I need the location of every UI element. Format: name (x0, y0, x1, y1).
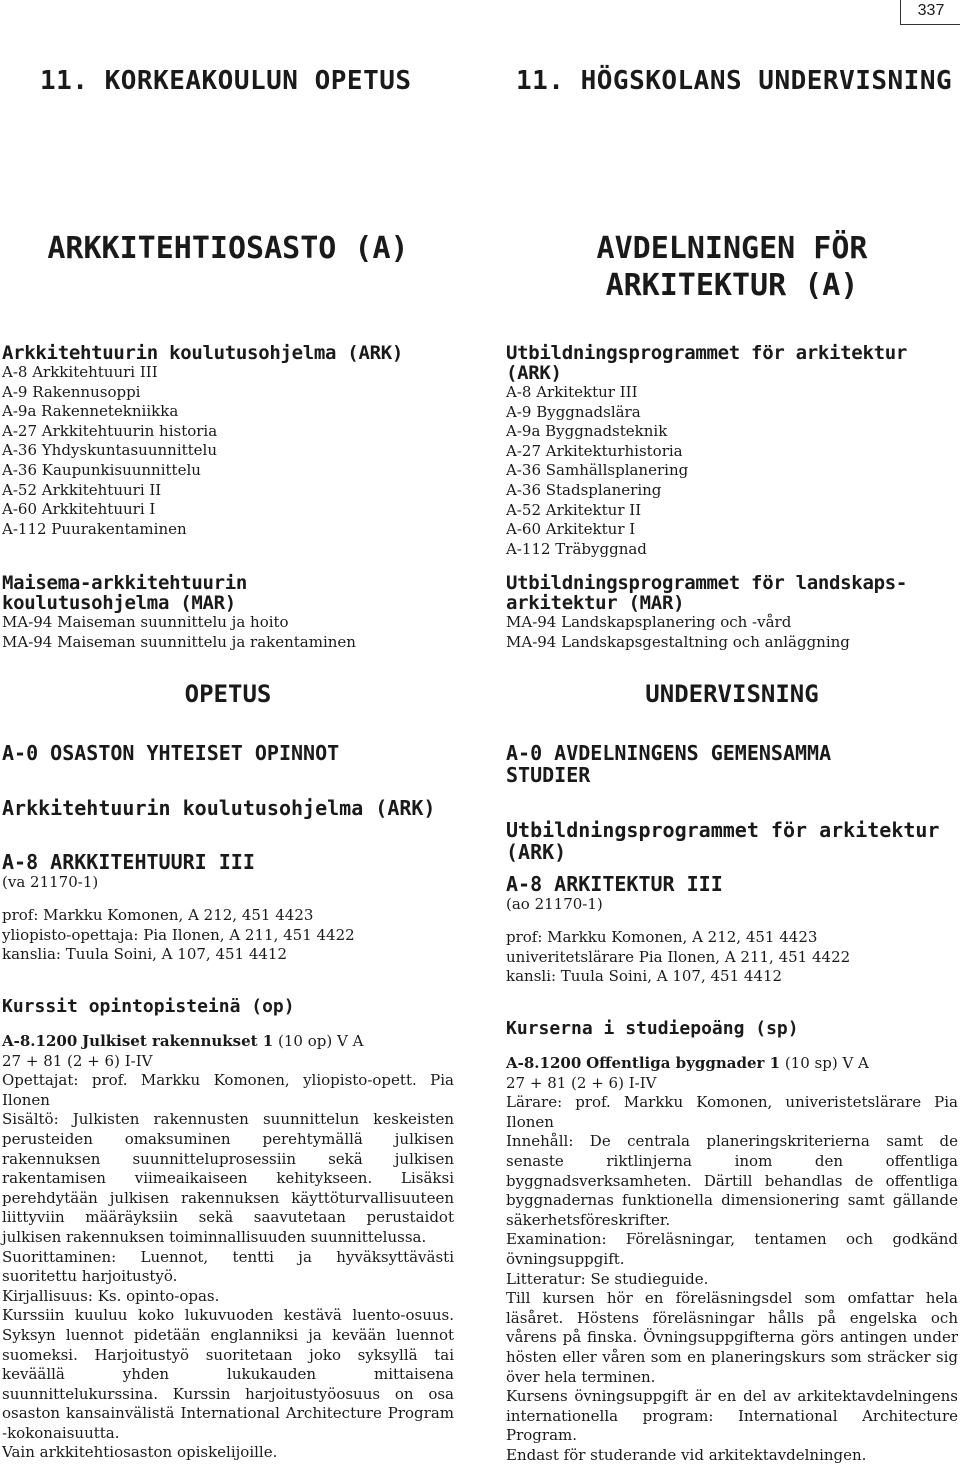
course-block (2, 851, 454, 893)
course-name: Julkiset rakennukset 1 (82, 1032, 274, 1050)
common-studies-line: A-0 AVDELNINGENS GEMENSAMMA (506, 741, 832, 765)
course-line (506, 1054, 958, 1074)
section-title-line: AVDELNINGEN FÖR (596, 231, 868, 266)
course-name: Offentliga byggnader 1 (586, 1054, 781, 1072)
course-item: A-9 Byggnadslära (506, 402, 641, 421)
credits-heading: Kurssit opintopisteinä (op) (2, 996, 295, 1017)
course-title: A-8 ARKKITEHTUURI III (2, 850, 255, 874)
running-head: 11. KORKEAKOULUN OPETUS (40, 66, 412, 96)
section-title: ARKKITEHTIOSASTO (A) (47, 231, 409, 266)
course-code-note: (ao 21170-1) (506, 895, 603, 913)
description-paragraph: Till kursen hör en föreläsningsdel som omfattar hela läsåret. Höstens föreläsningar hålls på engelska och vårens på finska. Övningsuppgifterna görs antingen under hösten eller våren som en planeringskurs som sträcker sig över hela terminen. (506, 1289, 958, 1386)
course-list (2, 363, 454, 539)
staff-line: univeritetslärare Pia Ilonen, A 211, 451 4422 (506, 947, 851, 966)
course-item: A-52 Arkkitehtuuri II (2, 480, 162, 499)
teaching-heading: UNDERVISNING (645, 680, 819, 708)
program-title: Arkkitehtuurin koulutusohjelma (ARK) (2, 342, 404, 364)
course-item: A-9 Rakennusoppi (2, 382, 141, 401)
course-item: A-60 Arkitektur I (506, 520, 636, 539)
course-periods: 27 + 81 (2 + 6) I-IV (506, 1073, 657, 1092)
course-line (2, 1032, 454, 1052)
program-mar (506, 573, 958, 652)
course-item: A-27 Arkitekturhistoria (506, 441, 683, 460)
course-code: A-8.1200 (506, 1054, 582, 1072)
course-item: A-60 Arkkitehtuuri I (2, 500, 156, 519)
course-item: A-36 Stadsplanering (506, 480, 662, 499)
course-item: A-9a Byggnadsteknik (506, 422, 668, 441)
description-paragraph: Lärare: prof. Markku Komonen, univeristetslärare Pia Ilonen (506, 1093, 958, 1131)
staff-line: kanslia: Tuula Soini, A 107, 451 4412 (2, 945, 288, 964)
program-title: Utbildningsprogrammet för arkitektur (ARK) (506, 342, 908, 384)
course-item: A-8 Arkitektur III (506, 383, 638, 401)
staff-line: yliopisto-opettaja: Pia Ilonen, A 211, 451 4422 (2, 925, 355, 944)
course-item: MA-94 Landskapsplanering och -vård (506, 613, 792, 631)
description-paragraph: Examination: Föreläsningar, tentamen och godkänd övningsuppgift. (506, 1230, 958, 1268)
course-item: A-36 Kaupunkisuunnittelu (2, 460, 201, 479)
program-title: Utbildningsprogrammet för landskaps- (506, 572, 908, 594)
description-paragraph: Litteratur: Se studieguide. (506, 1269, 709, 1288)
description-paragraph: Suorittaminen: Luennot, tentti ja hyväksyttävästi suoritettu harjoitustyö. (2, 1247, 454, 1286)
course-title: A-8 ARKITEKTUR III (506, 872, 723, 896)
common-studies-line: STUDIER (506, 763, 591, 787)
description-paragraph: Innehåll: De centrala planeringskriterierna samt de senaste riktlinjerna inom den offentliga byggnadsverksamheten. Därtill behandlas de offentliga byggnadernas funktionella dimensionering samt gällande säkerhetsföreskrifter. (506, 1132, 958, 1229)
description-paragraph: Kirjallisuus: Ks. opinto-opas. (2, 1286, 220, 1305)
course-item: A-9a Rakennetekniikka (2, 402, 179, 421)
staff-list (506, 928, 958, 987)
common-studies-heading (506, 742, 958, 786)
course-block (506, 873, 958, 915)
course-item: MA-94 Maiseman suunnittelu ja rakentaminen (2, 632, 356, 651)
course-meta: (10 op) V A (273, 1032, 364, 1050)
teaching-heading: OPETUS (184, 680, 272, 708)
course-item: A-27 Arkkitehtuurin historia (2, 421, 218, 440)
course-description (2, 1032, 454, 1463)
program-mar (2, 573, 454, 652)
program-ark (2, 343, 454, 539)
course-list (506, 613, 958, 652)
course-item: A-36 Samhällsplanering (506, 461, 689, 480)
running-head: 11. HÖGSKOLANS UNDERVISNING (516, 66, 953, 96)
credits-heading: Kurserna i studiepoäng (sp) (506, 1018, 799, 1039)
staff-line: prof: Markku Komonen, A 212, 451 4423 (506, 928, 818, 946)
course-item: A-36 Yhdyskuntasuunnittelu (2, 441, 218, 460)
description-paragraph: Kurssiin kuuluu koko lukuvuoden kestävä luento-osuus. Syksyn luennot pidetään englanniksi ja kevään luennot suomeksi. Harjoitustyö suoritetaan joko syksyllä tai keväällä yhden lukukauden mittaisena suunnittelukurssina. Kurssin harjoitustyöosuus on osa osaston kansainvälistä International Architecture Program -kokonaisuutta. (2, 1306, 454, 1442)
description-paragraph: Endast för studerande vid arkitektavdelningen. (506, 1445, 867, 1464)
common-studies-heading: A-0 OSASTON YHTEISET OPINNOT (2, 741, 340, 765)
course-periods: 27 + 81 (2 + 6) I-IV (2, 1051, 153, 1070)
description-paragraph: Sisältö: Julkisten rakennusten suunnittelun keskeisten perusteiden omaksuminen perehtymällä julkisen rakennuksen suunnitteluprosessiin sekä julkisen rakentamisen viimeaikaiseen kehitykseen. Lisäksi perehdytään julkisen rakennuksen käyttöturvallisuuteen liittyviin määräyksiin sekä saavutetaan perustaidot julkisen rakennuksen toiminnallisuuden suunnittelussa. (2, 1110, 454, 1246)
course-item: A-112 Puurakentaminen (2, 519, 187, 538)
description-paragraph: Kursens övningsuppgift är en del av arkitektavdelningens internationella program: International Architecture Program. (506, 1387, 958, 1445)
description-paragraph: Opettajat: prof. Markku Komonen, yliopisto-opett. Pia Ilonen (2, 1071, 454, 1109)
course-item: MA-94 Maiseman suunnittelu ja hoito (2, 613, 289, 631)
program-title: arkitektur (MAR) (506, 592, 685, 614)
course-item: MA-94 Landskapsgestaltning och anläggning (506, 632, 850, 651)
staff-list (2, 906, 454, 965)
course-meta: (10 sp) V A (780, 1054, 869, 1072)
description-paragraph: Vain arkkitehtiosaston opiskelijoille. (2, 1443, 278, 1462)
program-ark (506, 343, 958, 559)
program-heading: Utbildningsprogrammet för arkitektur (ARK) (506, 818, 940, 864)
page-number: 337 (900, 0, 960, 25)
course-list (506, 383, 958, 559)
section-title (506, 230, 958, 304)
course-item: A-112 Träbyggnad (506, 539, 647, 558)
course-item: A-52 Arkitektur II (506, 500, 642, 519)
course-item: A-8 Arkkitehtuuri III (2, 363, 158, 381)
program-title: Maisema-arkkitehtuurin koulutusohjelma (MAR) (2, 572, 248, 614)
course-description (506, 1054, 958, 1465)
course-code: A-8.1200 (2, 1032, 78, 1050)
course-code-note: (va 21170-1) (2, 873, 99, 891)
program-heading: Arkkitehtuurin koulutusohjelma (ARK) (2, 796, 436, 820)
course-list (2, 613, 454, 652)
section-title-line: ARKITEKTUR (A) (605, 268, 859, 303)
staff-line: kansli: Tuula Soini, A 107, 451 4412 (506, 967, 783, 986)
staff-line: prof: Markku Komonen, A 212, 451 4423 (2, 906, 314, 924)
